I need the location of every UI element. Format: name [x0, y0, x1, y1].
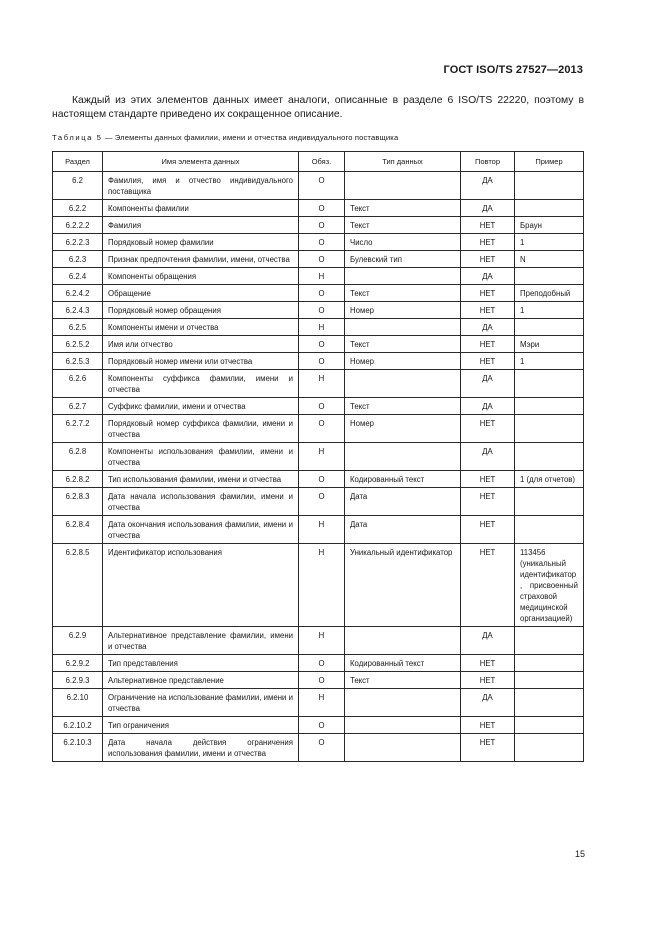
cell-obligation: О [299, 734, 345, 762]
cell-obligation: О [299, 217, 345, 234]
cell-data-type [345, 717, 461, 734]
cell-element-name: Имя или отчество [103, 336, 299, 353]
table-row [53, 672, 584, 689]
cell-data-type [345, 734, 461, 762]
cell-data-type: Число [345, 234, 461, 251]
header-element-name: Имя элемента данных [103, 152, 299, 172]
cell-obligation: О [299, 172, 345, 200]
table-row [53, 415, 584, 443]
cell-repeat: НЕТ [461, 488, 515, 516]
cell-element-name: Компоненты суффикса фамилии, имени и отчества [103, 370, 299, 398]
cell-obligation: О [299, 415, 345, 443]
cell-data-type [345, 319, 461, 336]
cell-element-name: Порядковый номер фамилии [103, 234, 299, 251]
page-number: 15 [575, 849, 586, 859]
cell-repeat: ДА [461, 370, 515, 398]
cell-repeat: НЕТ [461, 544, 515, 627]
cell-section: 6.2.8.3 [53, 488, 103, 516]
cell-data-type [345, 689, 461, 717]
cell-example [515, 627, 584, 655]
cell-element-name: Альтернативное представление фамилии, имени и отчества [103, 627, 299, 655]
cell-repeat: ДА [461, 689, 515, 717]
cell-section: 6.2.8.5 [53, 544, 103, 627]
cell-data-type [345, 172, 461, 200]
cell-example: 1 [515, 353, 584, 370]
cell-obligation: О [299, 251, 345, 268]
cell-element-name: Компоненты имени и отчества [103, 319, 299, 336]
cell-data-type: Номер [345, 415, 461, 443]
cell-repeat: НЕТ [461, 672, 515, 689]
cell-section: 6.2.5.3 [53, 353, 103, 370]
cell-obligation: О [299, 234, 345, 251]
cell-obligation: Н [299, 627, 345, 655]
cell-example: 1 (для отчетов) [515, 471, 584, 488]
cell-section: 6.2.3 [53, 251, 103, 268]
table-caption-label: Таблица 5 [52, 133, 103, 142]
document-id: ГОСТ ISO/TS 27527—2013 [443, 64, 583, 76]
table-caption [52, 133, 398, 142]
cell-obligation: О [299, 200, 345, 217]
cell-data-type [345, 370, 461, 398]
cell-example [515, 319, 584, 336]
cell-obligation: О [299, 336, 345, 353]
cell-obligation: О [299, 471, 345, 488]
cell-repeat: НЕТ [461, 415, 515, 443]
cell-data-type [345, 627, 461, 655]
cell-element-name: Порядковый номер обращения [103, 302, 299, 319]
cell-repeat: НЕТ [461, 302, 515, 319]
cell-obligation: О [299, 672, 345, 689]
cell-example [515, 655, 584, 672]
cell-element-name: Тип представления [103, 655, 299, 672]
cell-section: 6.2.9.2 [53, 655, 103, 672]
cell-element-name: Дата окончания использования фамилии, имени и отчества [103, 516, 299, 544]
cell-section: 6.2.10.3 [53, 734, 103, 762]
cell-section: 6.2.4 [53, 268, 103, 285]
cell-section: 6.2.8.2 [53, 471, 103, 488]
cell-section: 6.2.2.2 [53, 217, 103, 234]
cell-obligation: Н [299, 689, 345, 717]
table-row [53, 370, 584, 398]
cell-example [515, 672, 584, 689]
cell-example: 113456 (уникальный идентификатор, присвоенный страховой медицинской организацией) [515, 544, 584, 627]
cell-obligation: О [299, 285, 345, 302]
cell-repeat: НЕТ [461, 655, 515, 672]
cell-obligation: О [299, 655, 345, 672]
cell-element-name: Компоненты фамилии [103, 200, 299, 217]
cell-example [515, 268, 584, 285]
table-row [53, 336, 584, 353]
cell-element-name: Компоненты обращения [103, 268, 299, 285]
cell-section: 6.2.7 [53, 398, 103, 415]
cell-repeat: НЕТ [461, 717, 515, 734]
cell-element-name: Порядковый номер суффикса фамилии, имени и отчества [103, 415, 299, 443]
table-row [53, 172, 584, 200]
table-row [53, 717, 584, 734]
cell-data-type: Номер [345, 302, 461, 319]
cell-element-name: Обращение [103, 285, 299, 302]
table-row [53, 200, 584, 217]
table-row [53, 488, 584, 516]
cell-data-type: Текст [345, 285, 461, 302]
cell-obligation: О [299, 717, 345, 734]
cell-obligation: Н [299, 443, 345, 471]
cell-repeat: НЕТ [461, 285, 515, 302]
table-row [53, 627, 584, 655]
cell-obligation: Н [299, 544, 345, 627]
cell-example: 1 [515, 302, 584, 319]
cell-data-type: Кодированный текст [345, 471, 461, 488]
table-row [53, 251, 584, 268]
cell-repeat: НЕТ [461, 471, 515, 488]
cell-element-name: Фамилия, имя и отчество индивидуального поставщика [103, 172, 299, 200]
cell-data-type [345, 268, 461, 285]
cell-element-name: Дата начала действия ограничения использования фамилии, имени и отчества [103, 734, 299, 762]
cell-repeat: НЕТ [461, 234, 515, 251]
cell-example [515, 200, 584, 217]
cell-element-name: Идентификатор использования [103, 544, 299, 627]
cell-obligation: О [299, 488, 345, 516]
cell-repeat: НЕТ [461, 217, 515, 234]
cell-section: 6.2.4.2 [53, 285, 103, 302]
cell-example: Мэри [515, 336, 584, 353]
cell-repeat: ДА [461, 319, 515, 336]
table-row [53, 234, 584, 251]
cell-obligation: Н [299, 268, 345, 285]
cell-section: 6.2.7.2 [53, 415, 103, 443]
cell-example [515, 689, 584, 717]
table-row [53, 544, 584, 627]
cell-section: 6.2.6 [53, 370, 103, 398]
cell-repeat: ДА [461, 268, 515, 285]
cell-section: 6.2 [53, 172, 103, 200]
cell-obligation: Н [299, 370, 345, 398]
cell-obligation: О [299, 353, 345, 370]
cell-obligation: О [299, 302, 345, 319]
cell-repeat: ДА [461, 172, 515, 200]
cell-section: 6.2.10.2 [53, 717, 103, 734]
cell-example [515, 734, 584, 762]
cell-repeat: НЕТ [461, 516, 515, 544]
data-elements-table [52, 151, 584, 762]
cell-data-type: Дата [345, 488, 461, 516]
table-body [53, 172, 584, 762]
cell-obligation: Н [299, 319, 345, 336]
header-repeat: Повтор [461, 152, 515, 172]
table-row [53, 217, 584, 234]
cell-element-name: Порядковый номер имени или отчества [103, 353, 299, 370]
cell-repeat: НЕТ [461, 336, 515, 353]
header-section: Раздел [53, 152, 103, 172]
cell-example [515, 370, 584, 398]
cell-section: 6.2.9.3 [53, 672, 103, 689]
cell-element-name: Признак предпочтения фамилии, имени, отчества [103, 251, 299, 268]
intro-paragraph: Каждый из этих элементов данных имеет аналоги, описанные в разделе 6 ISO/TS 22220, поэтому в настоящем стандарте приведено их сокращенное описание. [52, 95, 584, 120]
cell-data-type: Дата [345, 516, 461, 544]
cell-example: N [515, 251, 584, 268]
cell-obligation: Н [299, 516, 345, 544]
cell-repeat: НЕТ [461, 353, 515, 370]
cell-data-type: Текст [345, 398, 461, 415]
cell-element-name: Альтернативное представление [103, 672, 299, 689]
cell-element-name: Тип ограничения [103, 717, 299, 734]
cell-element-name: Суффикс фамилии, имени и отчества [103, 398, 299, 415]
cell-section: 6.2.2.3 [53, 234, 103, 251]
cell-data-type: Кодированный текст [345, 655, 461, 672]
table-row [53, 689, 584, 717]
cell-data-type: Текст [345, 200, 461, 217]
cell-example [515, 443, 584, 471]
cell-section: 6.2.10 [53, 689, 103, 717]
cell-data-type: Текст [345, 217, 461, 234]
cell-example [515, 172, 584, 200]
cell-obligation: О [299, 398, 345, 415]
header-data-type: Тип данных [345, 152, 461, 172]
table-row [53, 655, 584, 672]
table-row [53, 471, 584, 488]
cell-data-type: Текст [345, 336, 461, 353]
table-header-row [53, 152, 584, 172]
table-row [53, 443, 584, 471]
cell-example [515, 488, 584, 516]
cell-section: 6.2.8.4 [53, 516, 103, 544]
cell-example [515, 717, 584, 734]
cell-section: 6.2.8 [53, 443, 103, 471]
cell-section: 6.2.5.2 [53, 336, 103, 353]
cell-repeat: ДА [461, 443, 515, 471]
cell-repeat: ДА [461, 627, 515, 655]
cell-data-type: Номер [345, 353, 461, 370]
table-row [53, 353, 584, 370]
cell-repeat: НЕТ [461, 251, 515, 268]
cell-example [515, 415, 584, 443]
cell-data-type [345, 443, 461, 471]
cell-element-name: Тип использования фамилии, имени и отчества [103, 471, 299, 488]
cell-element-name: Дата начала использования фамилии, имени и отчества [103, 488, 299, 516]
cell-example [515, 516, 584, 544]
table-caption-text: — Элементы данных фамилии, имени и отчества индивидуального поставщика [102, 133, 399, 142]
cell-repeat: ДА [461, 200, 515, 217]
table-row [53, 285, 584, 302]
table-row [53, 302, 584, 319]
cell-example: Преподобный [515, 285, 584, 302]
cell-data-type: Булевский тип [345, 251, 461, 268]
cell-section: 6.2.5 [53, 319, 103, 336]
table-row [53, 516, 584, 544]
header-obligation: Обяз. [299, 152, 345, 172]
cell-element-name: Ограничение на использование фамилии, имени и отчества [103, 689, 299, 717]
table-row [53, 319, 584, 336]
table-row [53, 398, 584, 415]
cell-example [515, 398, 584, 415]
header-example: Пример [515, 152, 584, 172]
cell-repeat: ДА [461, 398, 515, 415]
cell-repeat: НЕТ [461, 734, 515, 762]
cell-element-name: Компоненты использования фамилии, имени и отчества [103, 443, 299, 471]
cell-example: Браун [515, 217, 584, 234]
cell-example: 1 [515, 234, 584, 251]
cell-data-type: Уникальный идентификатор [345, 544, 461, 627]
cell-data-type: Текст [345, 672, 461, 689]
table-row [53, 268, 584, 285]
cell-element-name: Фамилия [103, 217, 299, 234]
cell-section: 6.2.2 [53, 200, 103, 217]
cell-section: 6.2.4.3 [53, 302, 103, 319]
table-row [53, 734, 584, 762]
cell-section: 6.2.9 [53, 627, 103, 655]
